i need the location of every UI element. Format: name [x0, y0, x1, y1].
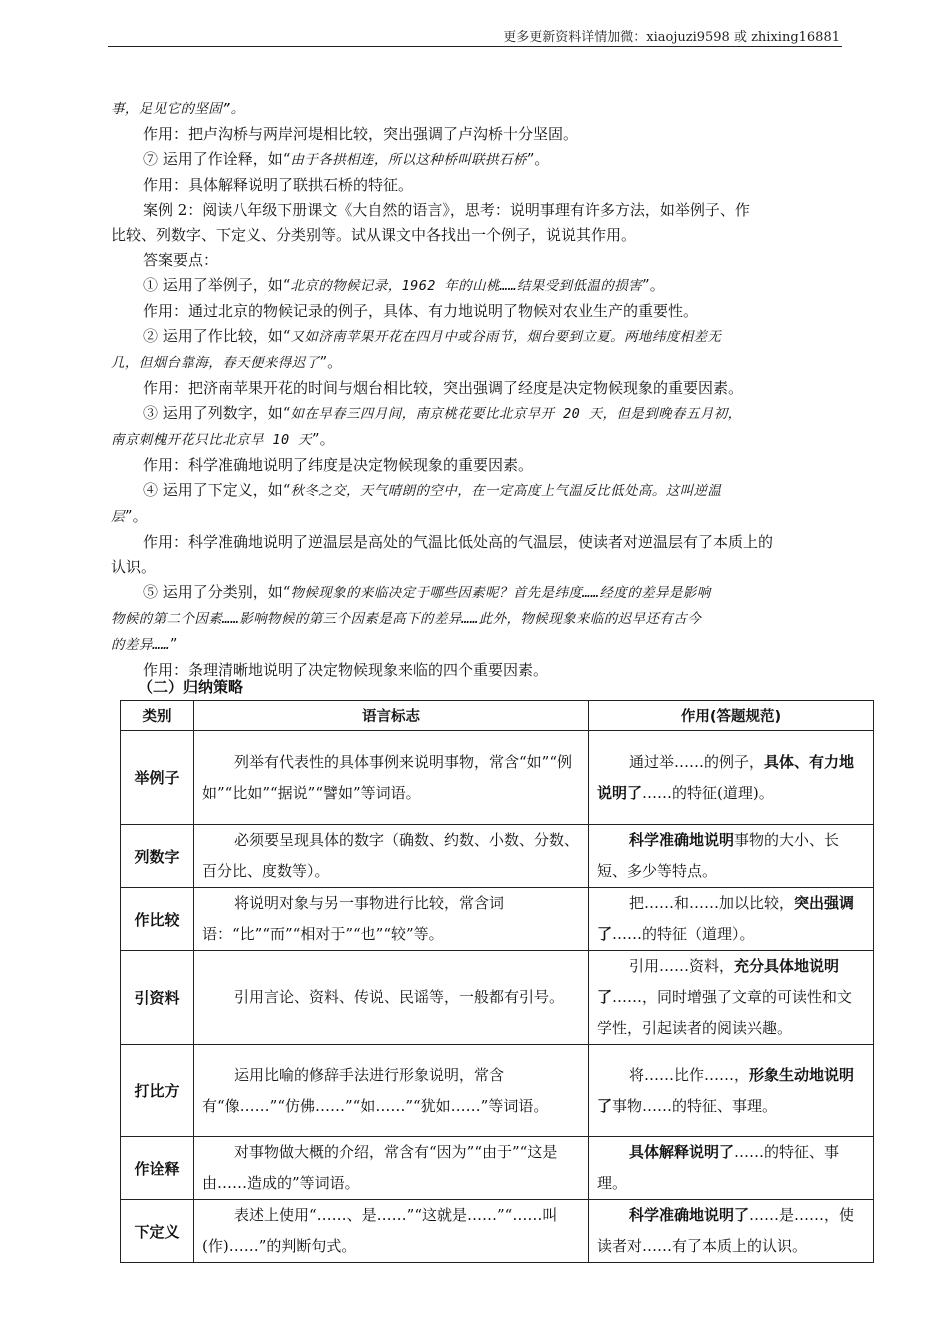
paragraph-line: [111, 478, 841, 504]
text-span: 作用：科学准确地说明了逆温层是高处的气温比低处高的气温层，使读者对逆温层有了本质上的: [143, 533, 774, 551]
text-span: ③ 运用了列数字，如“: [143, 404, 291, 422]
usage-cell: [589, 888, 874, 951]
language-marker-cell: 引用言论、资料、传说、民谣等，一般都有引号。: [194, 951, 589, 1045]
header-divider: [108, 46, 842, 47]
col-header-category: 类别: [121, 701, 194, 731]
text-span: ”。: [526, 150, 550, 168]
text-span: ⑤ 运用了分类别，如“: [143, 583, 291, 601]
category-cell: 作诠释: [121, 1137, 194, 1200]
paragraph-line: [111, 96, 841, 122]
category-cell: 作比较: [121, 888, 194, 951]
language-marker-cell: 列举有代表性的具体事例来说明事物，常含“如”“例如”“比如”“据说”“譬如”等词语。: [194, 731, 589, 825]
bold-phrase: 科学准确地说明: [629, 831, 735, 849]
text-span: 作用：通过北京的物候记录的例子，具体、有力地说明了物候对农业生产的重要性。: [143, 302, 699, 320]
language-marker-cell: 将说明对象与另一事物进行比较，常含词语：“比”“而”“相对于”“也”“较”等。: [194, 888, 589, 951]
quoted-text: 北京的物候记录，1962 年的山桃……结果受到低温的损害: [290, 278, 643, 294]
paragraph-line: [111, 530, 841, 555]
category-cell: 下定义: [121, 1200, 194, 1263]
quoted-text: 秋冬之交，天气晴朗的空中，在一定高度上气温反比低处高。这叫逆温: [290, 483, 722, 499]
quoted-text: 南京刺槐开花只比北京早 10 天: [111, 432, 312, 448]
quoted-text: 物候的第二个因素……影响物候的第三个因素是高下的差异……此外，物候现象来临的迟早还有古今: [111, 611, 702, 627]
quoted-text: 事，足见它的坚固”。: [111, 101, 245, 117]
bold-phrase: 科学准确地说明了: [629, 1206, 750, 1224]
paragraph-line: [111, 299, 841, 324]
text-span: ”。: [311, 430, 335, 448]
paragraph-line: [111, 580, 841, 606]
usage-cell: [589, 1137, 874, 1200]
language-marker-cell: 运用比喻的修辞手法进行形象说明，常含有“像……”“仿佛……”“如……”“犹如……”等词语。: [194, 1045, 589, 1137]
quoted-text: 由于各拱相连，所以这种桥叫联拱石桥: [290, 152, 527, 168]
text-span: ⑦ 运用了作诠释，如“: [143, 150, 291, 168]
text-span: ……，同时增强了文章的可读性和文学性，引起读者的阅读兴趣。: [597, 988, 853, 1037]
paragraph-line: [111, 453, 841, 478]
quoted-text: 层: [111, 509, 125, 525]
text-span: 作用：科学准确地说明了纬度是决定物候现象的重要因素。: [143, 456, 534, 474]
text-span: 事物的大小、长短、多少等特点。: [597, 831, 840, 880]
paragraph-line: [111, 427, 841, 453]
quoted-text: 的差异……: [111, 637, 170, 653]
paragraph-line: [111, 632, 841, 658]
text-span: ① 运用了举例子，如“: [143, 276, 291, 294]
strategy-table: [120, 700, 874, 1263]
bold-phrase: 具体、有力地说明了: [597, 752, 855, 802]
text-span: ④ 运用了下定义，如“: [143, 481, 291, 499]
text-span: 认识。: [111, 558, 157, 576]
category-cell: 引资料: [121, 951, 194, 1045]
quoted-text: 几，但烟台靠海，春天便来得迟了: [111, 355, 320, 371]
language-marker-cell: 表述上使用“……、是……”“这就是……”“……叫(作)……”的判断句式。: [194, 1200, 589, 1263]
bold-phrase: 具体解释说明了: [629, 1143, 735, 1161]
text-span: 作用：条理清晰地说明了决定物候现象来临的四个重要因素。: [143, 661, 549, 679]
text-span: 事物……的特征、事理。: [612, 1096, 778, 1115]
quoted-text: 如在早春三四月间，南京桃花要比北京早开 20 天，但是到晚春五月初，: [290, 406, 742, 422]
paragraph-line: [111, 273, 841, 299]
table-row: [121, 951, 874, 1045]
paragraph-line: [111, 198, 841, 223]
table-row: [121, 825, 874, 888]
table-row: [121, 1137, 874, 1200]
text-span: 作用：把卢沟桥与两岸河堤相比较，突出强调了卢沟桥十分坚固。: [143, 125, 579, 143]
text-span: ”: [169, 635, 178, 653]
text-span: 把……和……加以比较，: [629, 894, 795, 912]
quoted-text: 物候现象的来临决定于哪些因素呢？首先是纬度……经度的差异是影响: [290, 585, 711, 601]
text-span: 案例 2：阅读八年级下册课文《大自然的语言》，思考：说明事理有许多方法，如举例子、作: [143, 201, 750, 219]
text-span: 通过举……的例子，: [629, 752, 765, 771]
language-marker-cell: 必须要呈现具体的数字（确数、约数、小数、分数、百分比、度数等）。: [194, 825, 589, 888]
paragraph-line: [111, 173, 841, 198]
text-span: ……是……，使读者对……有了本质上的认识。: [597, 1206, 855, 1255]
text-span: ”。: [642, 276, 665, 294]
paragraph-line: [111, 147, 841, 173]
usage-cell: [589, 1045, 874, 1137]
table-row: [121, 888, 874, 951]
usage-cell: [589, 731, 874, 825]
col-header-usage: 作用(答题规范): [589, 701, 874, 731]
bold-phrase: 突出强调了: [597, 894, 855, 943]
paragraph-line: [111, 606, 841, 632]
text-span: 答案要点：: [143, 251, 219, 269]
paragraph-line: [111, 504, 841, 530]
text-span: ② 运用了作比较，如“: [143, 327, 291, 345]
section-heading: （二）归纳策略: [138, 678, 244, 696]
text-span: ”。: [124, 507, 148, 525]
table-row: [121, 1200, 874, 1263]
text-span: ”。: [319, 353, 343, 371]
body-text: [111, 96, 841, 683]
usage-cell: [589, 825, 874, 888]
paragraph-line: [111, 555, 841, 580]
table-row: [121, 731, 874, 825]
col-header-marker: 语言标志: [194, 701, 589, 731]
bold-phrase: 充分具体地说明了: [597, 957, 840, 1006]
text-span: ……的特征（道理）。: [612, 925, 755, 943]
table-header-row: [121, 701, 874, 731]
paragraph-line: [111, 223, 841, 248]
quoted-text: 又如济南苹果开花在四月中或谷雨节，烟台要到立夏。两地纬度相差无: [290, 329, 722, 345]
usage-cell: [589, 951, 874, 1045]
usage-cell: [589, 1200, 874, 1263]
page-header-text: 更多更新资料详情加微：xiaojuzi9598 或 zhixing16881: [503, 30, 840, 45]
table-row: [121, 1045, 874, 1137]
text-span: 将……比作……，: [629, 1065, 750, 1084]
paragraph-line: [111, 376, 841, 401]
text-span: ……的特征、事理。: [597, 1143, 840, 1192]
text-span: 作用：具体解释说明了联拱石桥的特征。: [143, 176, 414, 194]
category-cell: 打比方: [121, 1045, 194, 1137]
paragraph-line: [111, 401, 841, 427]
text-span: ……的特征(道理)。: [642, 783, 774, 802]
language-marker-cell: 对事物做大概的介绍，常含有“因为”“由于”“这是由……造成的”等词语。: [194, 1137, 589, 1200]
paragraph-line: [111, 248, 841, 273]
bold-phrase: 形象生动地说明了: [597, 1065, 855, 1115]
paragraph-line: [111, 324, 841, 350]
text-span: 作用：把济南苹果开花的时间与烟台相比较，突出强调了经度是决定物候现象的重要因素。: [143, 379, 744, 397]
category-cell: 举例子: [121, 731, 194, 825]
text-span: 引用……资料，: [629, 957, 735, 975]
text-span: 比较、列数字、下定义、分类别等。试从课文中各找出一个例子，说说其作用。: [111, 226, 637, 244]
paragraph-line: [111, 122, 841, 147]
paragraph-line: [111, 350, 841, 376]
category-cell: 列数字: [121, 825, 194, 888]
